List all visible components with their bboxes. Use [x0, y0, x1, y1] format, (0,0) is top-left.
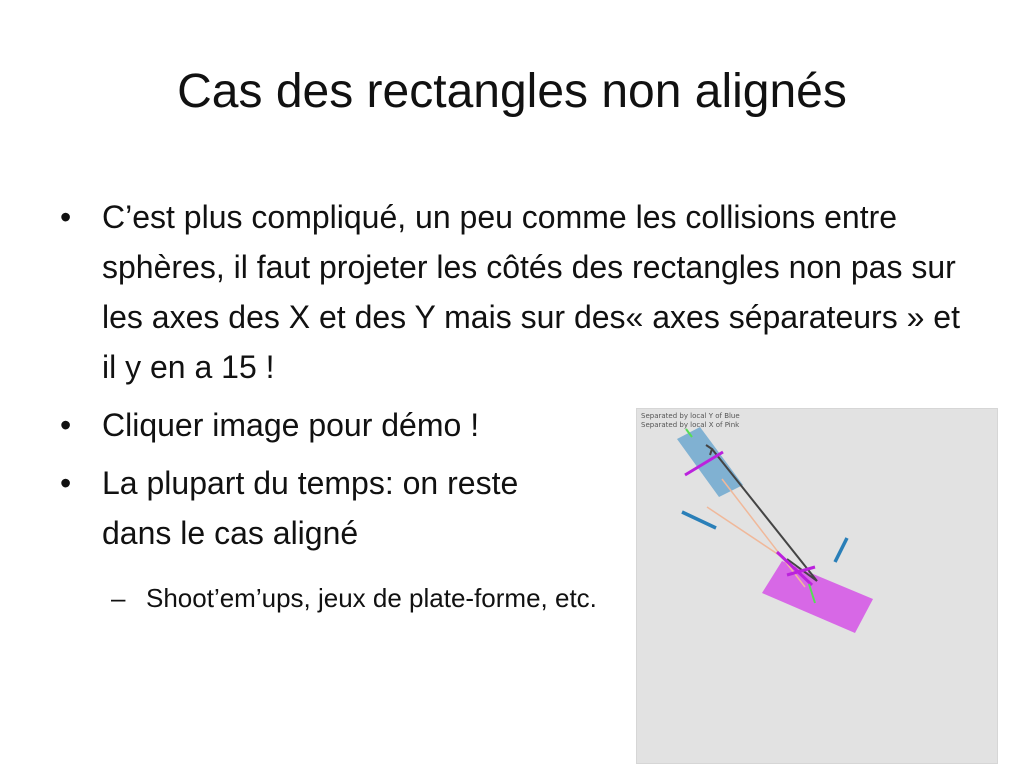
- projection-line: [707, 507, 785, 559]
- separating-axis: [682, 512, 716, 528]
- separating-axis: [835, 538, 847, 562]
- sub-bullet-item: [111, 576, 616, 620]
- demo-image[interactable]: [636, 408, 998, 764]
- bullet-text-3: La plupart du temps: on reste dans le cas aligné: [102, 465, 519, 551]
- demo-caption-1: Separated by local Y of Blue: [641, 412, 740, 420]
- bullet-text-1: C’est plus compliqué, un peu comme les collisions entre sphères, il faut projeter les côtés des rectangles non pas sur les axes des X et des Y mais sur des« axes séparateurs » et il y en a 15 !: [102, 199, 960, 385]
- demo-caption-2: Separated by local X of Pink: [641, 421, 740, 429]
- blue-rectangle: [677, 427, 743, 497]
- projection-line: [722, 479, 805, 587]
- connector-line: [712, 449, 817, 581]
- demo-illustration: [637, 409, 997, 763]
- bullet-text-2: Cliquer image pour démo !: [102, 407, 480, 443]
- bullet-item-3: [60, 458, 562, 558]
- slide-title: Cas des rectangles non alignés: [177, 65, 847, 118]
- bullet-glyph: •: [60, 407, 72, 443]
- bullet-glyph: •: [60, 465, 72, 501]
- sub-bullet-text: Shoot’em’ups, jeux de plate-forme, etc.: [146, 583, 597, 613]
- dash-glyph: –: [111, 583, 126, 613]
- pink-rectangle: [762, 561, 873, 633]
- bullet-glyph: •: [60, 199, 72, 235]
- bullet-item-1: [60, 192, 980, 392]
